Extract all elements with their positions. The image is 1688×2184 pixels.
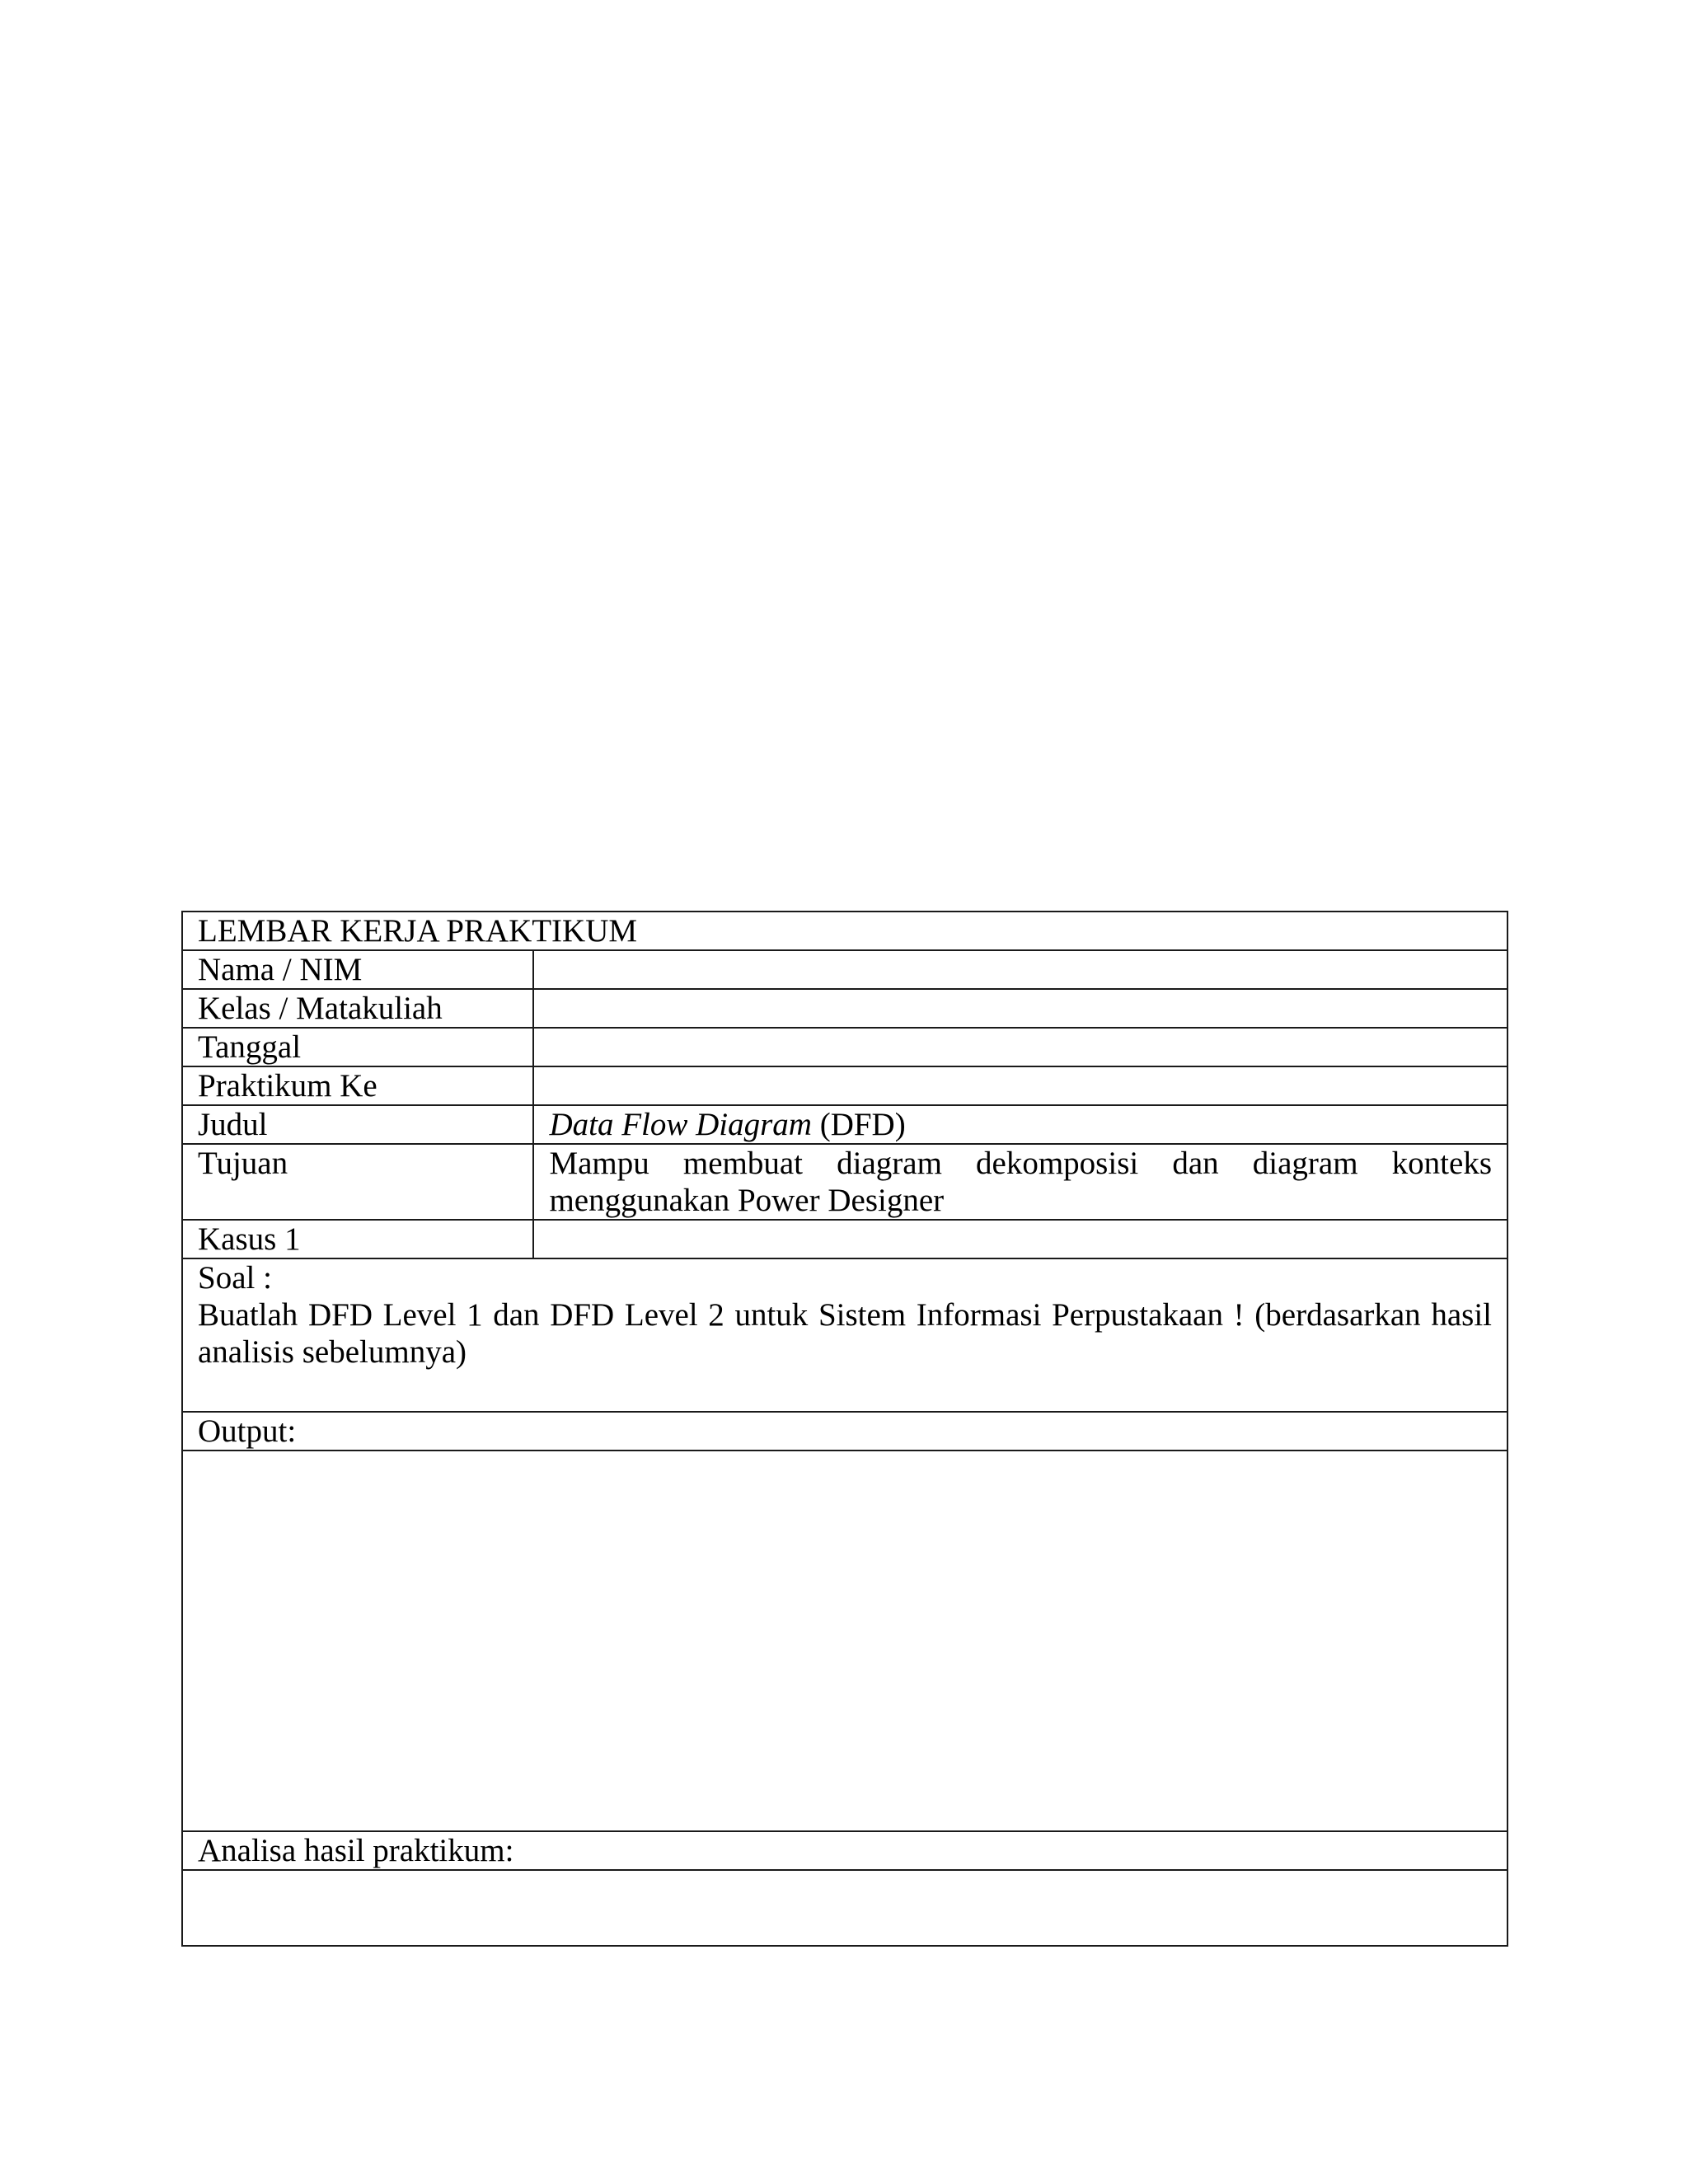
table-row: [182, 1105, 1507, 1144]
field-value-praktikum-ke[interactable]: [533, 1066, 1507, 1105]
analisa-label-row: [182, 1831, 1507, 1870]
analisa-area-row: [182, 1870, 1507, 1946]
field-label-kasus: Kasus 1: [182, 1220, 533, 1258]
table-row: [182, 950, 1507, 989]
soal-row: [182, 1258, 1507, 1412]
field-label-kelas-matakuliah: Kelas / Matakuliah: [182, 989, 533, 1028]
field-value-tanggal[interactable]: [533, 1028, 1507, 1066]
field-label-tujuan: Tujuan: [182, 1144, 533, 1220]
table-row: [182, 989, 1507, 1028]
worksheet-title: LEMBAR KERJA PRAKTIKUM: [182, 912, 1507, 950]
judul-rest-text: (DFD): [811, 1107, 906, 1142]
output-label-row: [182, 1412, 1507, 1451]
output-area[interactable]: [182, 1451, 1507, 1831]
table-row: [182, 1144, 1507, 1220]
title-row: [182, 912, 1507, 950]
judul-italic-text: Data Flow Diagram: [549, 1107, 812, 1142]
table-row: [182, 1220, 1507, 1258]
field-label-judul: Judul: [182, 1105, 533, 1144]
field-value-nama-nim[interactable]: [533, 950, 1507, 989]
soal-cell: [182, 1258, 1507, 1412]
field-label-praktikum-ke: Praktikum Ke: [182, 1066, 533, 1105]
output-label: Output:: [182, 1412, 1507, 1451]
worksheet-table: [181, 911, 1508, 1947]
soal-label: Soal :: [198, 1260, 272, 1296]
analisa-label: Analisa hasil praktikum:: [182, 1831, 1507, 1870]
table-row: [182, 1066, 1507, 1105]
table-row: [182, 1028, 1507, 1066]
soal-text: Buatlah DFD Level 1 dan DFD Level 2 untuk Sistem Informasi Perpustakaan ! (berdasarkan hasil analisis sebelumnya): [198, 1297, 1492, 1370]
field-value-judul: [533, 1105, 1507, 1144]
output-area-row: [182, 1451, 1507, 1831]
analisa-area[interactable]: [182, 1870, 1507, 1946]
field-value-kelas-matakuliah[interactable]: [533, 989, 1507, 1028]
field-value-tujuan: Mampu membuat diagram dekomposisi dan diagram konteks menggunakan Power Designer: [533, 1144, 1507, 1220]
field-label-nama-nim: Nama / NIM: [182, 950, 533, 989]
field-label-tanggal: Tanggal: [182, 1028, 533, 1066]
field-value-kasus[interactable]: [533, 1220, 1507, 1258]
